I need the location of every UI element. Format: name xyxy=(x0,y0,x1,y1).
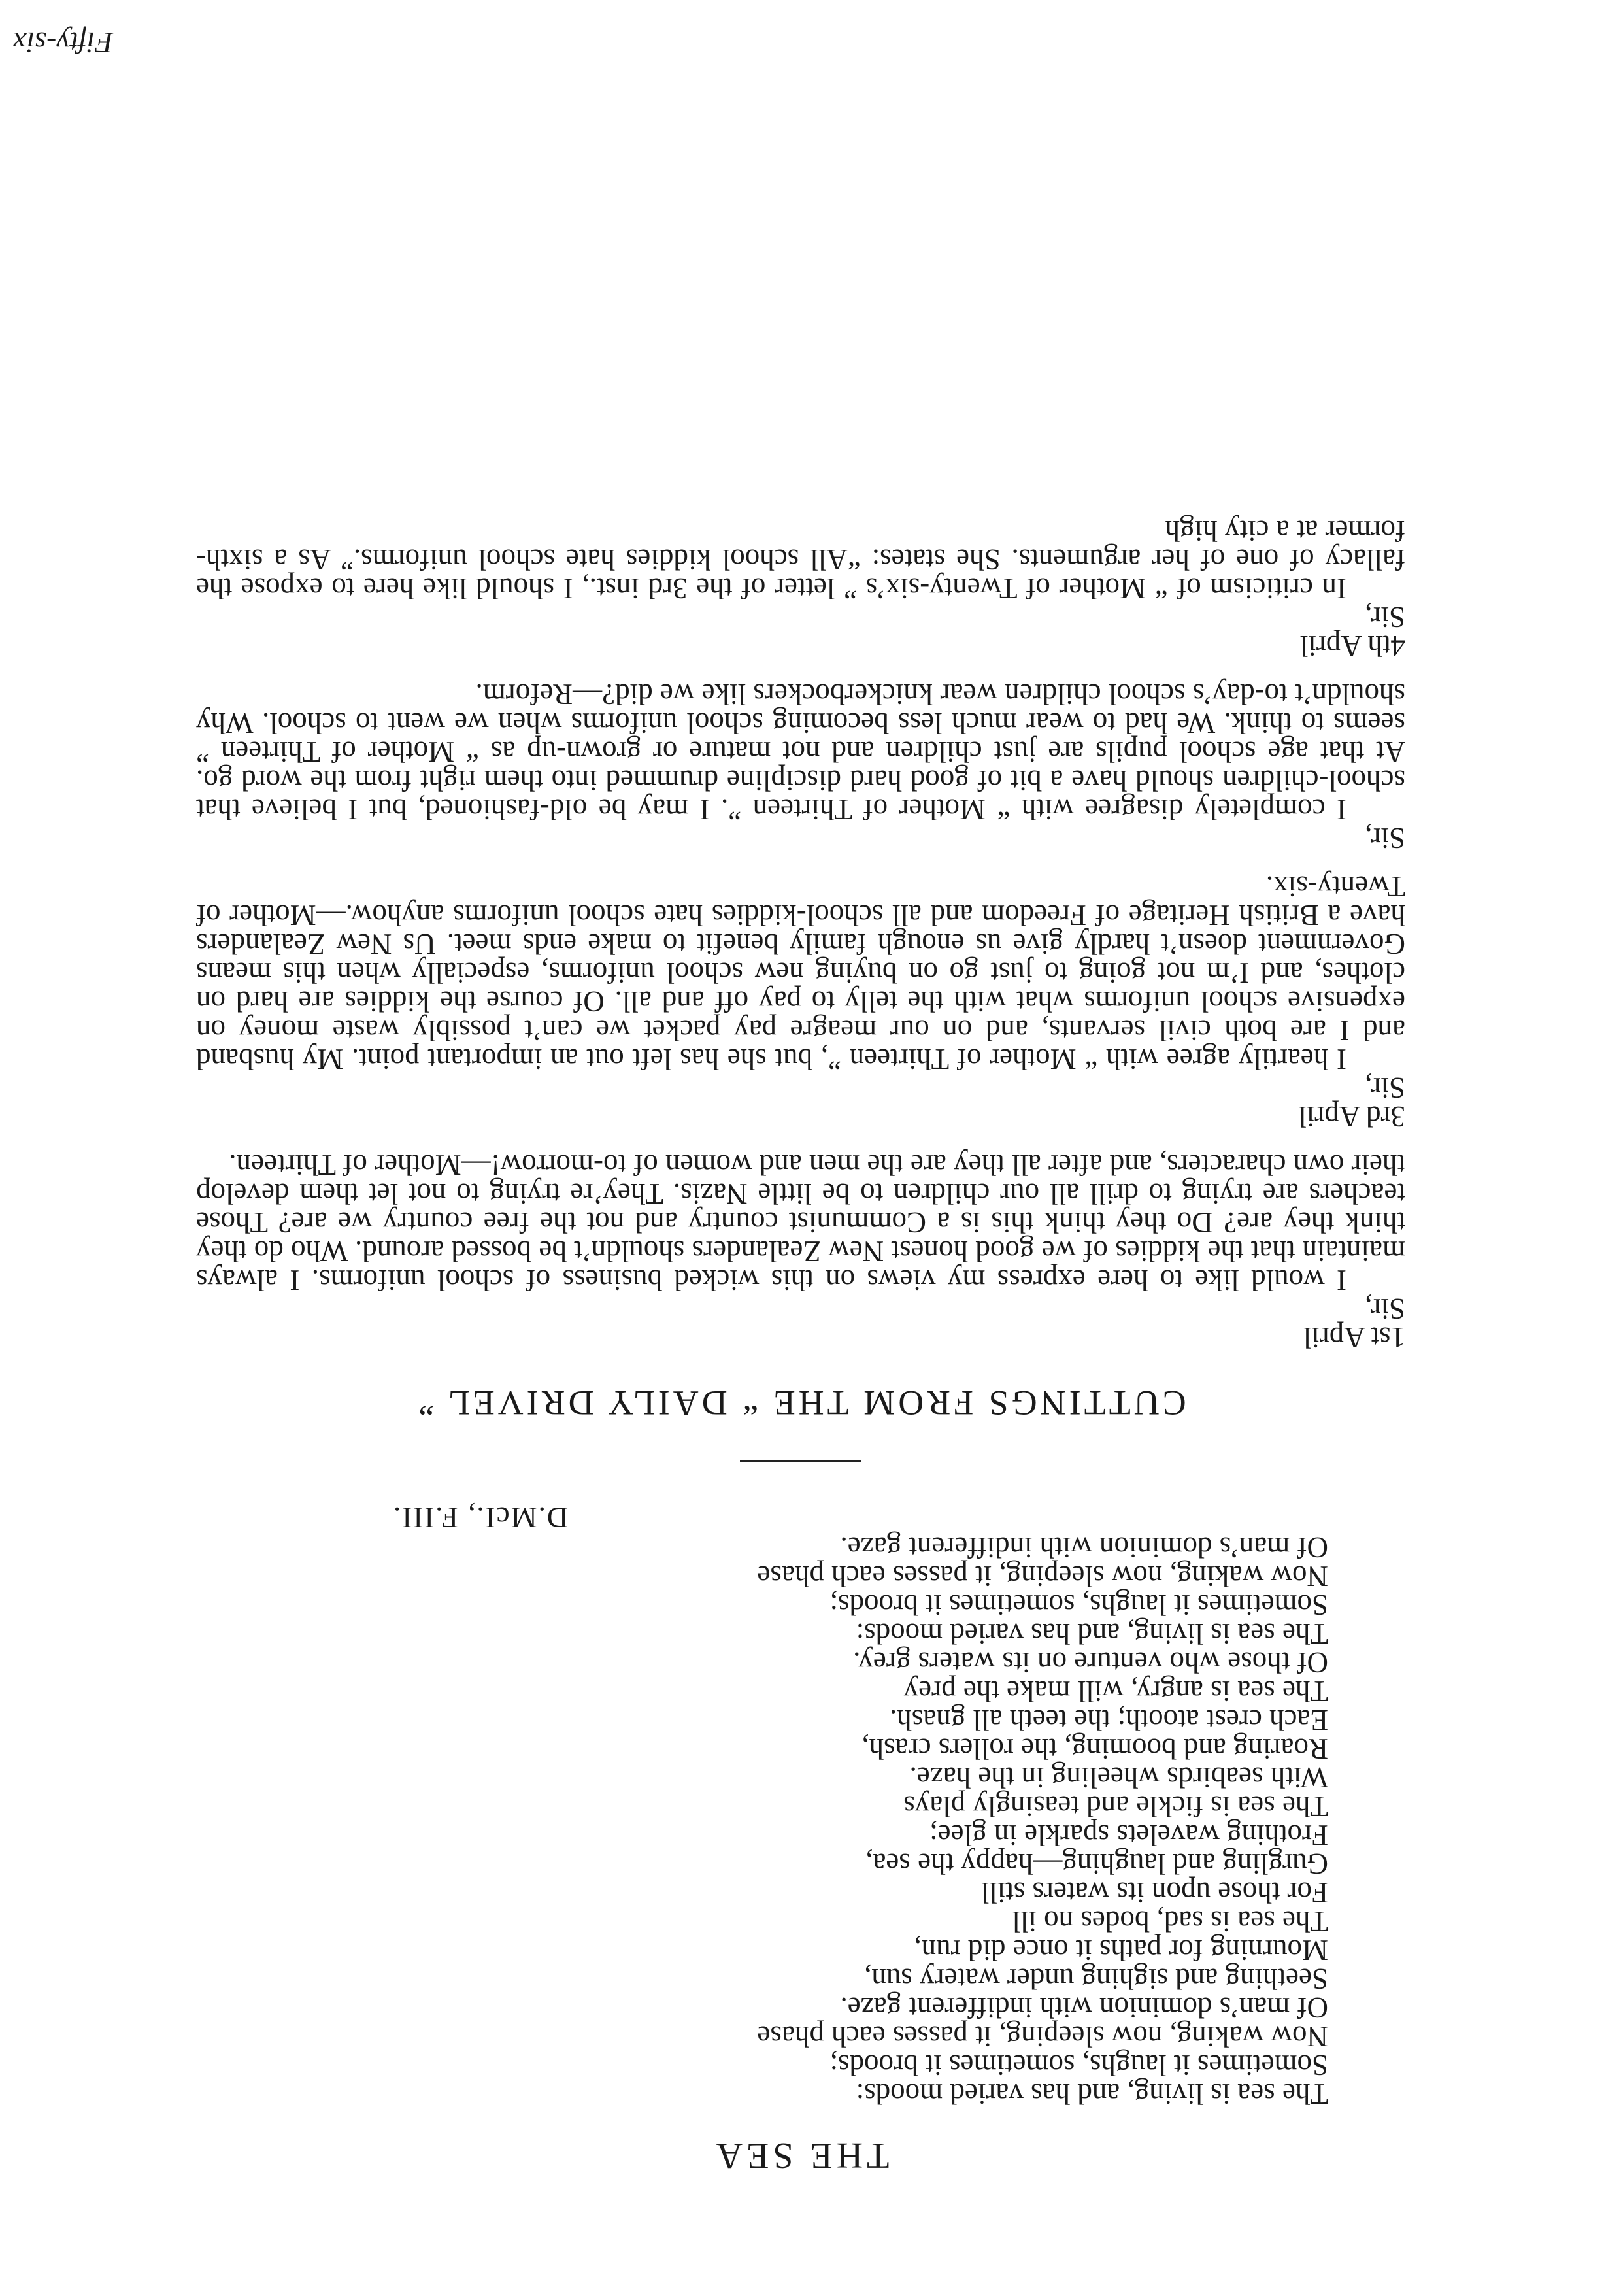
letter xyxy=(196,1151,1405,1352)
poem-line: The sea is living, and has varied moods: xyxy=(856,1617,1328,1650)
letter-salutation: Sir, xyxy=(1365,1072,1405,1104)
cuttings-title: CUTTINGS FROM THE “ DAILY DRIVEL ” xyxy=(415,1383,1186,1423)
letters-list xyxy=(196,516,1405,1352)
letter-date: 4th April xyxy=(1299,630,1405,662)
poem-line: Sometimes it laughs, sometimes it broods; xyxy=(829,2049,1328,2082)
poem-line: Frothing wavelets sparkle in glee; xyxy=(929,1819,1328,1851)
poem-line: The sea is fickle and teasingly plays xyxy=(903,1790,1328,1823)
poem-line: Mourning for paths it once did run, xyxy=(914,1934,1328,1967)
letter xyxy=(196,872,1405,1131)
poem-lines xyxy=(196,1533,1328,2108)
poem-line: Of those who venture on its waters grey. xyxy=(853,1646,1328,1679)
letter-body: In criticism of “ Mother of Twenty-six’s ” letter of the 3rd inst., I should like here to expose the fallacy of one of her arguments. She states: “All school kiddies hate school uniforms.” As a sixth-former at a city high xyxy=(196,515,1405,605)
poem-line: Now waking, now sleeping, it passes each phase xyxy=(757,1560,1328,1593)
poem-line: Gurgling and laughing—happy the sea, xyxy=(865,1848,1328,1880)
page-content xyxy=(196,497,1405,2175)
letter xyxy=(196,516,1405,660)
poem-line: With seabirds wheeling in the haze. xyxy=(909,1761,1328,1794)
poem-line: Sometimes it laughs, sometimes it broods; xyxy=(829,1589,1328,1621)
letter-body: I heartily agree with “ Mother of Thirteen ”, but she has left out an important point. My husband and I are both civil servants, and on our meagre pay packet we can’t possibly waste money on expensive school uniforms what with the telly to pay off and all. Of course the kiddies are hard on clothes, and I’m not going to just go on buying new school uniforms, especially when this means Government doesn’t hardly give us enough family benefit to make ends meet. Us New Zealanders have a British Heritage of Freedom and all school-kiddies hate school uniforms anyhow.—Mother of Twenty-six. xyxy=(196,870,1405,1075)
letter-date: 1st April xyxy=(1303,1321,1405,1354)
poem-line: The sea is sad, bodes no ill xyxy=(1012,1905,1328,1938)
poem-line: The sea is living, and has varied moods: xyxy=(856,2078,1328,2110)
poem-line: Now waking, now sleeping, it passes each phase xyxy=(757,2020,1328,2053)
letter-salutation: Sir, xyxy=(1365,822,1405,854)
letter-date: 3rd April xyxy=(1298,1100,1405,1133)
poem-line: Of man’s dominion with indifferent gaze. xyxy=(840,1991,1328,2024)
poem-signature: D.McI., F.III. xyxy=(392,1501,569,1534)
letter-salutation: Sir, xyxy=(1365,601,1405,633)
letter xyxy=(196,680,1405,853)
section-divider xyxy=(740,1460,861,1462)
letter-body: I would like to here express my views on this wicked business of school uniforms. I always maintain that the kiddies of we good honest New Zealanders shouldn’t be bossed around. Who do they think they are? Do they think this is a Communist country and not the free country we are? Those teachers are trying to drill all our children to be little Nazis. They’re trying to not let them develop their own characters, and after all they are the men and women of to-morrow!—Mother of Thirteen. xyxy=(196,1149,1405,1296)
letter-body: I completely disagree with “ Mother of Thirteen ”. I may be old-fashioned, but I believe that school-children should have a bit of good hard discipline drummed into them right from the word go. At that age school pupils are just children and not mature or grown-up as “ Mother of Thirteen ” seems to think. We had to wear much less becoming school uniforms when we went to school. Why shouldn’t to-day’s school children wear knickerbockers like we did?—Reform. xyxy=(196,678,1405,826)
poem-title: THE SEA xyxy=(712,2135,890,2176)
poem-line: Roaring and booming, the rollers crash, xyxy=(861,1732,1328,1765)
poem-line: Each crest atooth; the teeth all gnash. xyxy=(889,1704,1328,1736)
poem-line: Seething and sighing under watery sun, xyxy=(864,1963,1328,1995)
page-number: Fifty-six xyxy=(13,26,114,59)
poem-line: For those upon its waters still xyxy=(980,1876,1328,1909)
poem-line: The sea is angry, will make the prey xyxy=(903,1675,1328,1708)
poem-line: Of man’s dominion with indifferent gaze. xyxy=(840,1531,1328,1564)
letter-salutation: Sir, xyxy=(1365,1292,1405,1325)
